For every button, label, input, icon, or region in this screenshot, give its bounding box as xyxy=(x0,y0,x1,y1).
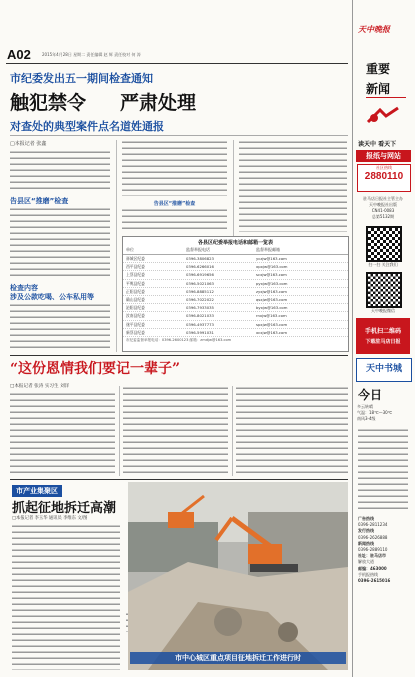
section-title-1: 重要 xyxy=(366,62,391,76)
table-cell-email: zyxjw@163.com xyxy=(256,288,288,294)
table-row xyxy=(123,271,348,279)
table-row xyxy=(123,296,348,304)
story2-col1 xyxy=(10,392,115,474)
demolition-photo xyxy=(128,482,348,670)
contact-line: 0396-2889110 xyxy=(358,547,388,553)
lead-byline: □本报记者 张鑫 xyxy=(10,141,47,147)
promo-line-1: 手机扫二维码 xyxy=(364,328,401,335)
sidebar-promo-text: 驻马店日报社主管主办 xyxy=(363,196,403,201)
col-unit: 单位 xyxy=(126,247,134,252)
story2-col2 xyxy=(123,386,228,474)
contact-line: 0396-2811234 xyxy=(358,522,388,528)
weather-wind: 南风3-4级 xyxy=(357,416,376,421)
lead-headline-2: 严肃处理 xyxy=(120,92,197,114)
table-cell-email: yczjw@163.com xyxy=(256,256,287,261)
lead-subhead: 对查处的典型案件点名道姓通报 xyxy=(10,120,164,133)
table-row xyxy=(123,288,348,296)
contact-line: 社址：驻马店市 xyxy=(358,553,386,559)
contact-line: 0396-2626888 xyxy=(358,534,388,540)
lead-kicker: 市纪委发出五一期间检查通知 xyxy=(10,72,153,85)
table-cell-phone: 0396-6266016 xyxy=(186,264,214,270)
contact-line: 手机报热线 xyxy=(358,571,378,577)
table-cell-phone: 0396-6919656 xyxy=(186,272,214,278)
sidebar-issn: CN41-0083 xyxy=(371,208,395,213)
table-title: 各县区纪委举报电话和邮箱一览表 xyxy=(197,240,273,246)
table-cell-phone: 0396-8885112 xyxy=(186,288,214,294)
sidebar-org xyxy=(357,196,409,220)
brand-logo: 天中晚报 xyxy=(358,24,390,34)
col-email: 监督举报邮箱 xyxy=(256,247,280,252)
story3-label: 市产业集聚区 xyxy=(12,485,62,497)
sidebar-red-label: 报纸与网站 xyxy=(356,150,411,162)
lead-subhead-1: 告县区“推磨”检查 xyxy=(10,197,69,205)
bookstore-ad[interactable] xyxy=(356,358,412,382)
table-cell-unit: 正阳县纪委 xyxy=(126,288,145,294)
contact-line: 广告热线 xyxy=(358,516,374,521)
table-cell-unit: 汝南县纪委 xyxy=(126,313,145,319)
table-cell-email: qsxjw@163.com xyxy=(256,297,288,303)
contact-line: 解放大道 xyxy=(358,559,374,565)
lead-body-col1b xyxy=(10,207,110,277)
story3-byline: □本报记者 李玉华 通讯员 李维东 文/图 xyxy=(12,516,88,521)
lead-body-col1a xyxy=(10,150,110,190)
page-number: A02 xyxy=(7,47,31,62)
table-note: 市纪委监督举报电话：0396-2600123 邮箱：zmdjw@163.com xyxy=(126,338,232,343)
table-cell-email: pyxjw@163.com xyxy=(256,280,288,286)
dateline: 2015年4月28日 星期二 责任编辑 赵 辉 责任校对 何 涛 xyxy=(42,52,141,57)
weather-temp: 气温：18℃—30℃ xyxy=(357,410,393,415)
table-row xyxy=(123,255,348,263)
promo-red-box[interactable] xyxy=(356,318,410,354)
table-cell-unit: 驿城区纪委 xyxy=(126,256,145,261)
table-cell-phone: 0396-3806823 xyxy=(186,256,214,261)
table-cell-email: byxjw@163.com xyxy=(256,305,288,311)
table-cell-unit: 泌阳县纪委 xyxy=(126,305,145,311)
story3-headline: 抓起征地拆迁高潮 xyxy=(12,501,117,516)
sidebar-paper-name: 天中晚报社出版 xyxy=(369,202,397,207)
hotline-number: 2880110 xyxy=(364,171,404,182)
table-cell-phone: 0396-7933035 xyxy=(186,305,214,311)
table-cell-unit: 平舆县纪委 xyxy=(126,280,145,286)
table-cell-phone: 0396-4937773 xyxy=(186,321,214,327)
contact-line: 邮编：463000 xyxy=(358,565,387,571)
story2-col3 xyxy=(236,386,348,474)
sidebar-contacts xyxy=(358,516,410,584)
table-row xyxy=(123,329,348,337)
today-label: 今日 xyxy=(358,388,383,402)
table-cell-email: scxjw@163.com xyxy=(256,272,287,278)
table-cell-email: spxjw@163.com xyxy=(256,321,288,327)
table-cell-email: xpxjw@163.com xyxy=(256,264,288,270)
lead-body-col2 xyxy=(122,140,227,196)
story2-byline: □本报记者 张涛 实习生 刘洋 xyxy=(10,384,70,389)
hotline-box xyxy=(357,164,411,192)
table-cell-unit: 西平县纪委 xyxy=(126,264,145,270)
table-cell-phone: 0396-7022022 xyxy=(186,297,214,303)
qr-caption-1: 扫一扫 关注我们 xyxy=(368,262,398,267)
table-cell-phone: 0396-5991031 xyxy=(186,329,214,335)
bookstore-name: 天中书城 xyxy=(365,364,402,374)
contact-table xyxy=(122,236,349,352)
contact-line: 0396-2615016 xyxy=(358,578,391,584)
weather-desc: 多云转晴 xyxy=(357,404,373,409)
lead-body-col3 xyxy=(239,140,347,232)
sidebar-issue: 总第5132期 xyxy=(371,214,395,219)
lead-photo-note xyxy=(122,200,227,230)
lead-photo-heading: 告县区“推磨”检查 xyxy=(153,201,196,207)
qr-caption-2: 天中晚报微信 xyxy=(371,308,395,313)
hotline-label: 社区热线 xyxy=(376,165,392,170)
sidebar-top-link[interactable]: 读天中 看天下 xyxy=(358,141,397,148)
hand-icon xyxy=(364,104,400,128)
photo-caption: 市中心城区重点项目征地拆迁工作进行时 xyxy=(130,652,346,664)
section-rule xyxy=(366,97,406,98)
weather-block xyxy=(357,404,411,422)
contact-line: 新闻热线 xyxy=(358,540,374,546)
table-row xyxy=(123,321,348,329)
col-phone: 监督举报电话 xyxy=(186,247,210,252)
lead-body-col1c xyxy=(10,303,110,351)
section-title-2: 新闻 xyxy=(366,82,391,96)
table-cell-phone: 0396-8021033 xyxy=(186,313,214,319)
lead-headline-1: 触犯禁令 xyxy=(10,92,87,114)
table-header xyxy=(123,246,348,255)
table-row xyxy=(123,312,348,320)
table-cell-unit: 确山县纪委 xyxy=(126,297,145,303)
table-cell-email: rnxjw@163.com xyxy=(256,313,287,319)
table-cell-unit: 上蔡县纪委 xyxy=(126,272,145,278)
qr-code-1[interactable] xyxy=(366,226,402,262)
table-cell-phone: 0396-5021063 xyxy=(186,280,214,286)
table-cell-email: xcxjw@163.com xyxy=(256,329,288,335)
table-row xyxy=(123,304,348,312)
table-row xyxy=(123,263,348,271)
story3-col1 xyxy=(12,524,120,670)
story2-headline: “这份恩情我们要记一辈子” xyxy=(10,361,181,377)
lead-subhead-2: 检查内容 xyxy=(10,284,38,292)
table-cell-unit: 遂平县纪委 xyxy=(126,321,145,327)
table-cell-unit: 新蔡县纪委 xyxy=(126,329,145,335)
sidebar-notes xyxy=(358,428,408,510)
table-rows xyxy=(123,255,348,337)
table-row xyxy=(123,280,348,288)
contact-line: 发行热线 xyxy=(358,528,374,534)
promo-line-2: 下载驻马店日报 xyxy=(365,339,401,345)
lead-subhead-2b: 涉及公款吃喝、公车私用等 xyxy=(10,293,94,301)
qr-code-2[interactable] xyxy=(366,272,402,308)
